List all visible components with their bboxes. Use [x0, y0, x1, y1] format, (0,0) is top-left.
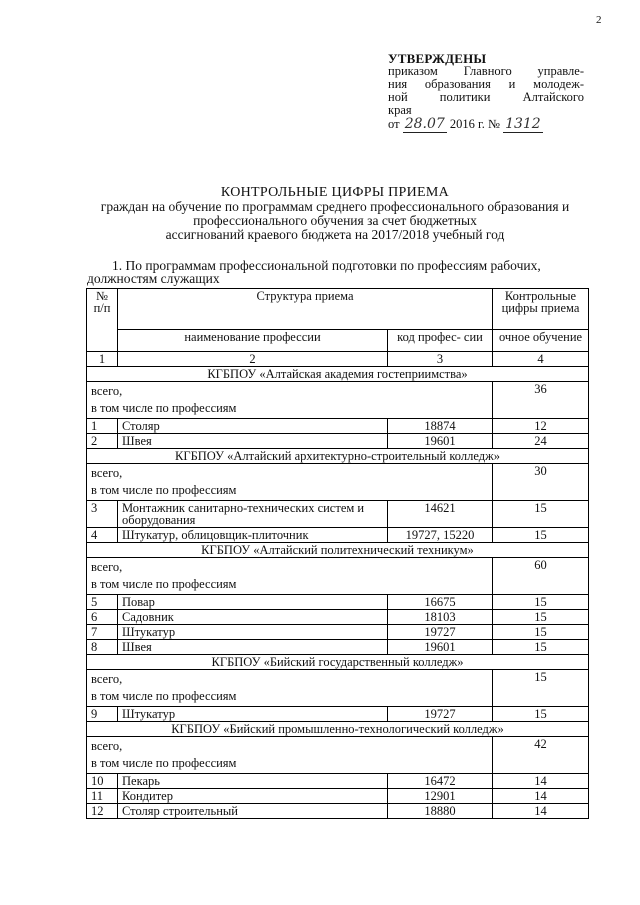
table-row	[87, 625, 589, 640]
approval-date-line	[388, 118, 584, 131]
header-row	[87, 329, 589, 352]
row-number: 10	[87, 774, 118, 789]
profession-name: Садовник	[118, 610, 388, 625]
organization-name: КГБПОУ «Бийский государственный колледж»	[87, 655, 589, 670]
profession-code: 19727, 15220	[388, 528, 493, 543]
table-row	[87, 774, 589, 789]
table-row	[87, 804, 589, 819]
title-line: КОНТРОЛЬНЫЕ ЦИФРЫ ПРИЕМА	[220, 185, 450, 200]
admission-value: 15	[493, 528, 589, 543]
header-code: код профес- сии	[388, 329, 493, 352]
profession-code: 18874	[388, 419, 493, 434]
profession-code: 18880	[388, 804, 493, 819]
row-number: 2	[87, 434, 118, 449]
total-label-line: всего,	[91, 384, 123, 398]
total-label	[87, 464, 493, 501]
organization-name: КГБПОУ «Алтайский политехнический техникум»	[87, 543, 589, 558]
profession-code: 19601	[388, 640, 493, 655]
column-number-row	[87, 352, 589, 367]
profession-code: 12901	[388, 789, 493, 804]
col-number: 4	[493, 352, 589, 367]
approval-block	[388, 52, 584, 131]
profession-name: Столяр	[118, 419, 388, 434]
total-row	[87, 464, 589, 501]
title-line: профессионального обучения за счет бюджетных	[193, 213, 477, 228]
organization-name: КГБПОУ «Бийский промышленно-технологический колледж»	[87, 722, 589, 737]
admission-value: 24	[493, 434, 589, 449]
total-value: 30	[493, 464, 589, 501]
header-num: № п/п	[87, 289, 118, 352]
header-control: Контрольные цифры приема	[493, 289, 589, 330]
total-value: 42	[493, 737, 589, 774]
profession-code: 16472	[388, 774, 493, 789]
admission-value: 12	[493, 419, 589, 434]
title-line: граждан на обучение по программам среднего профессионального образования и	[100, 199, 570, 214]
admission-value: 15	[493, 707, 589, 722]
organization-row	[87, 449, 589, 464]
profession-code: 19727	[388, 707, 493, 722]
admission-value: 15	[493, 501, 589, 528]
profession-code: 19601	[388, 434, 493, 449]
row-number: 5	[87, 595, 118, 610]
header-structure: Структура приема	[118, 289, 493, 330]
header-row	[87, 289, 589, 330]
table-row	[87, 501, 589, 528]
section-line: должностям служащих	[87, 271, 220, 286]
table-row	[87, 595, 589, 610]
handwritten-date: 28.07	[404, 116, 445, 132]
date-suffix: 2016 г. №	[449, 117, 500, 131]
date-prefix: от	[388, 117, 400, 131]
total-label-line: в том числе по профессиям	[91, 689, 237, 703]
approval-line: приказом Главного управле-	[388, 64, 584, 78]
profession-code: 14621	[388, 501, 493, 528]
profession-name: Монтажник санитарно-технических систем и оборудования	[118, 501, 388, 528]
profession-name: Штукатур, облицовщик-плиточник	[118, 528, 388, 543]
approval-heading: УТВЕРЖДЕНЫ	[388, 51, 487, 66]
profession-name: Повар	[118, 595, 388, 610]
profession-code: 18103	[388, 610, 493, 625]
profession-name: Пекарь	[118, 774, 388, 789]
total-value: 60	[493, 558, 589, 595]
total-label-line: в том числе по профессиям	[91, 756, 237, 770]
total-label-line: всего,	[91, 672, 123, 686]
admission-value: 15	[493, 625, 589, 640]
organization-name: КГБПОУ «Алтайский архитектурно-строительный колледж»	[87, 449, 589, 464]
col-number: 1	[87, 352, 118, 367]
approval-line: края	[388, 103, 412, 117]
profession-name: Штукатур	[118, 625, 388, 640]
row-number: 6	[87, 610, 118, 625]
total-label	[87, 670, 493, 707]
admission-value: 14	[493, 789, 589, 804]
total-row	[87, 558, 589, 595]
table-row	[87, 610, 589, 625]
total-label-line: в том числе по профессиям	[91, 483, 237, 497]
total-row	[87, 737, 589, 774]
total-label-line: в том числе по профессиям	[91, 401, 237, 415]
organization-row	[87, 543, 589, 558]
table-row	[87, 707, 589, 722]
admission-table	[86, 288, 589, 819]
total-label	[87, 382, 493, 419]
table-row	[87, 528, 589, 543]
row-number: 12	[87, 804, 118, 819]
organization-name: КГБПОУ «Алтайская академия гостеприимства»	[87, 367, 589, 382]
page-number: 2	[596, 14, 602, 26]
row-number: 4	[87, 528, 118, 543]
organization-row	[87, 722, 589, 737]
organization-row	[87, 655, 589, 670]
total-label-line: всего,	[91, 560, 123, 574]
total-label-line: в том числе по профессиям	[91, 577, 237, 591]
approval-line: ния образования и молодеж-	[388, 77, 584, 91]
row-number: 8	[87, 640, 118, 655]
profession-name: Швея	[118, 434, 388, 449]
table-row	[87, 640, 589, 655]
total-value: 15	[493, 670, 589, 707]
total-row	[87, 382, 589, 419]
table-row	[87, 434, 589, 449]
col-number: 3	[388, 352, 493, 367]
profession-code: 19727	[388, 625, 493, 640]
row-number: 1	[87, 419, 118, 434]
admission-value: 15	[493, 640, 589, 655]
profession-name: Кондитер	[118, 789, 388, 804]
total-value: 36	[493, 382, 589, 419]
admission-value: 14	[493, 774, 589, 789]
table-row	[87, 419, 589, 434]
approval-line: ной политики Алтайского	[388, 90, 584, 104]
section-line: 1. По программам профессиональной подготовки по профессиям рабочих,	[112, 258, 541, 273]
table-row	[87, 789, 589, 804]
admission-value: 14	[493, 804, 589, 819]
total-label-line: всего,	[91, 739, 123, 753]
handwritten-order-number: 1312	[505, 116, 541, 132]
organization-row	[87, 367, 589, 382]
row-number: 7	[87, 625, 118, 640]
total-label	[87, 558, 493, 595]
section-heading	[88, 259, 598, 285]
admission-value: 15	[493, 610, 589, 625]
profession-name: Швея	[118, 640, 388, 655]
header-fulltime: очное обучение	[493, 329, 589, 352]
total-label	[87, 737, 493, 774]
document-title	[60, 186, 610, 242]
total-row	[87, 670, 589, 707]
profession-code: 16675	[388, 595, 493, 610]
col-number: 2	[118, 352, 388, 367]
row-number: 9	[87, 707, 118, 722]
profession-name: Столяр строительный	[118, 804, 388, 819]
row-number: 3	[87, 501, 118, 528]
header-profession: наименование профессии	[118, 329, 388, 352]
row-number: 11	[87, 789, 118, 804]
admission-value: 15	[493, 595, 589, 610]
profession-name: Штукатур	[118, 707, 388, 722]
title-line: ассигнований краевого бюджета на 2017/2018 учебный год	[165, 227, 505, 242]
total-label-line: всего,	[91, 466, 123, 480]
